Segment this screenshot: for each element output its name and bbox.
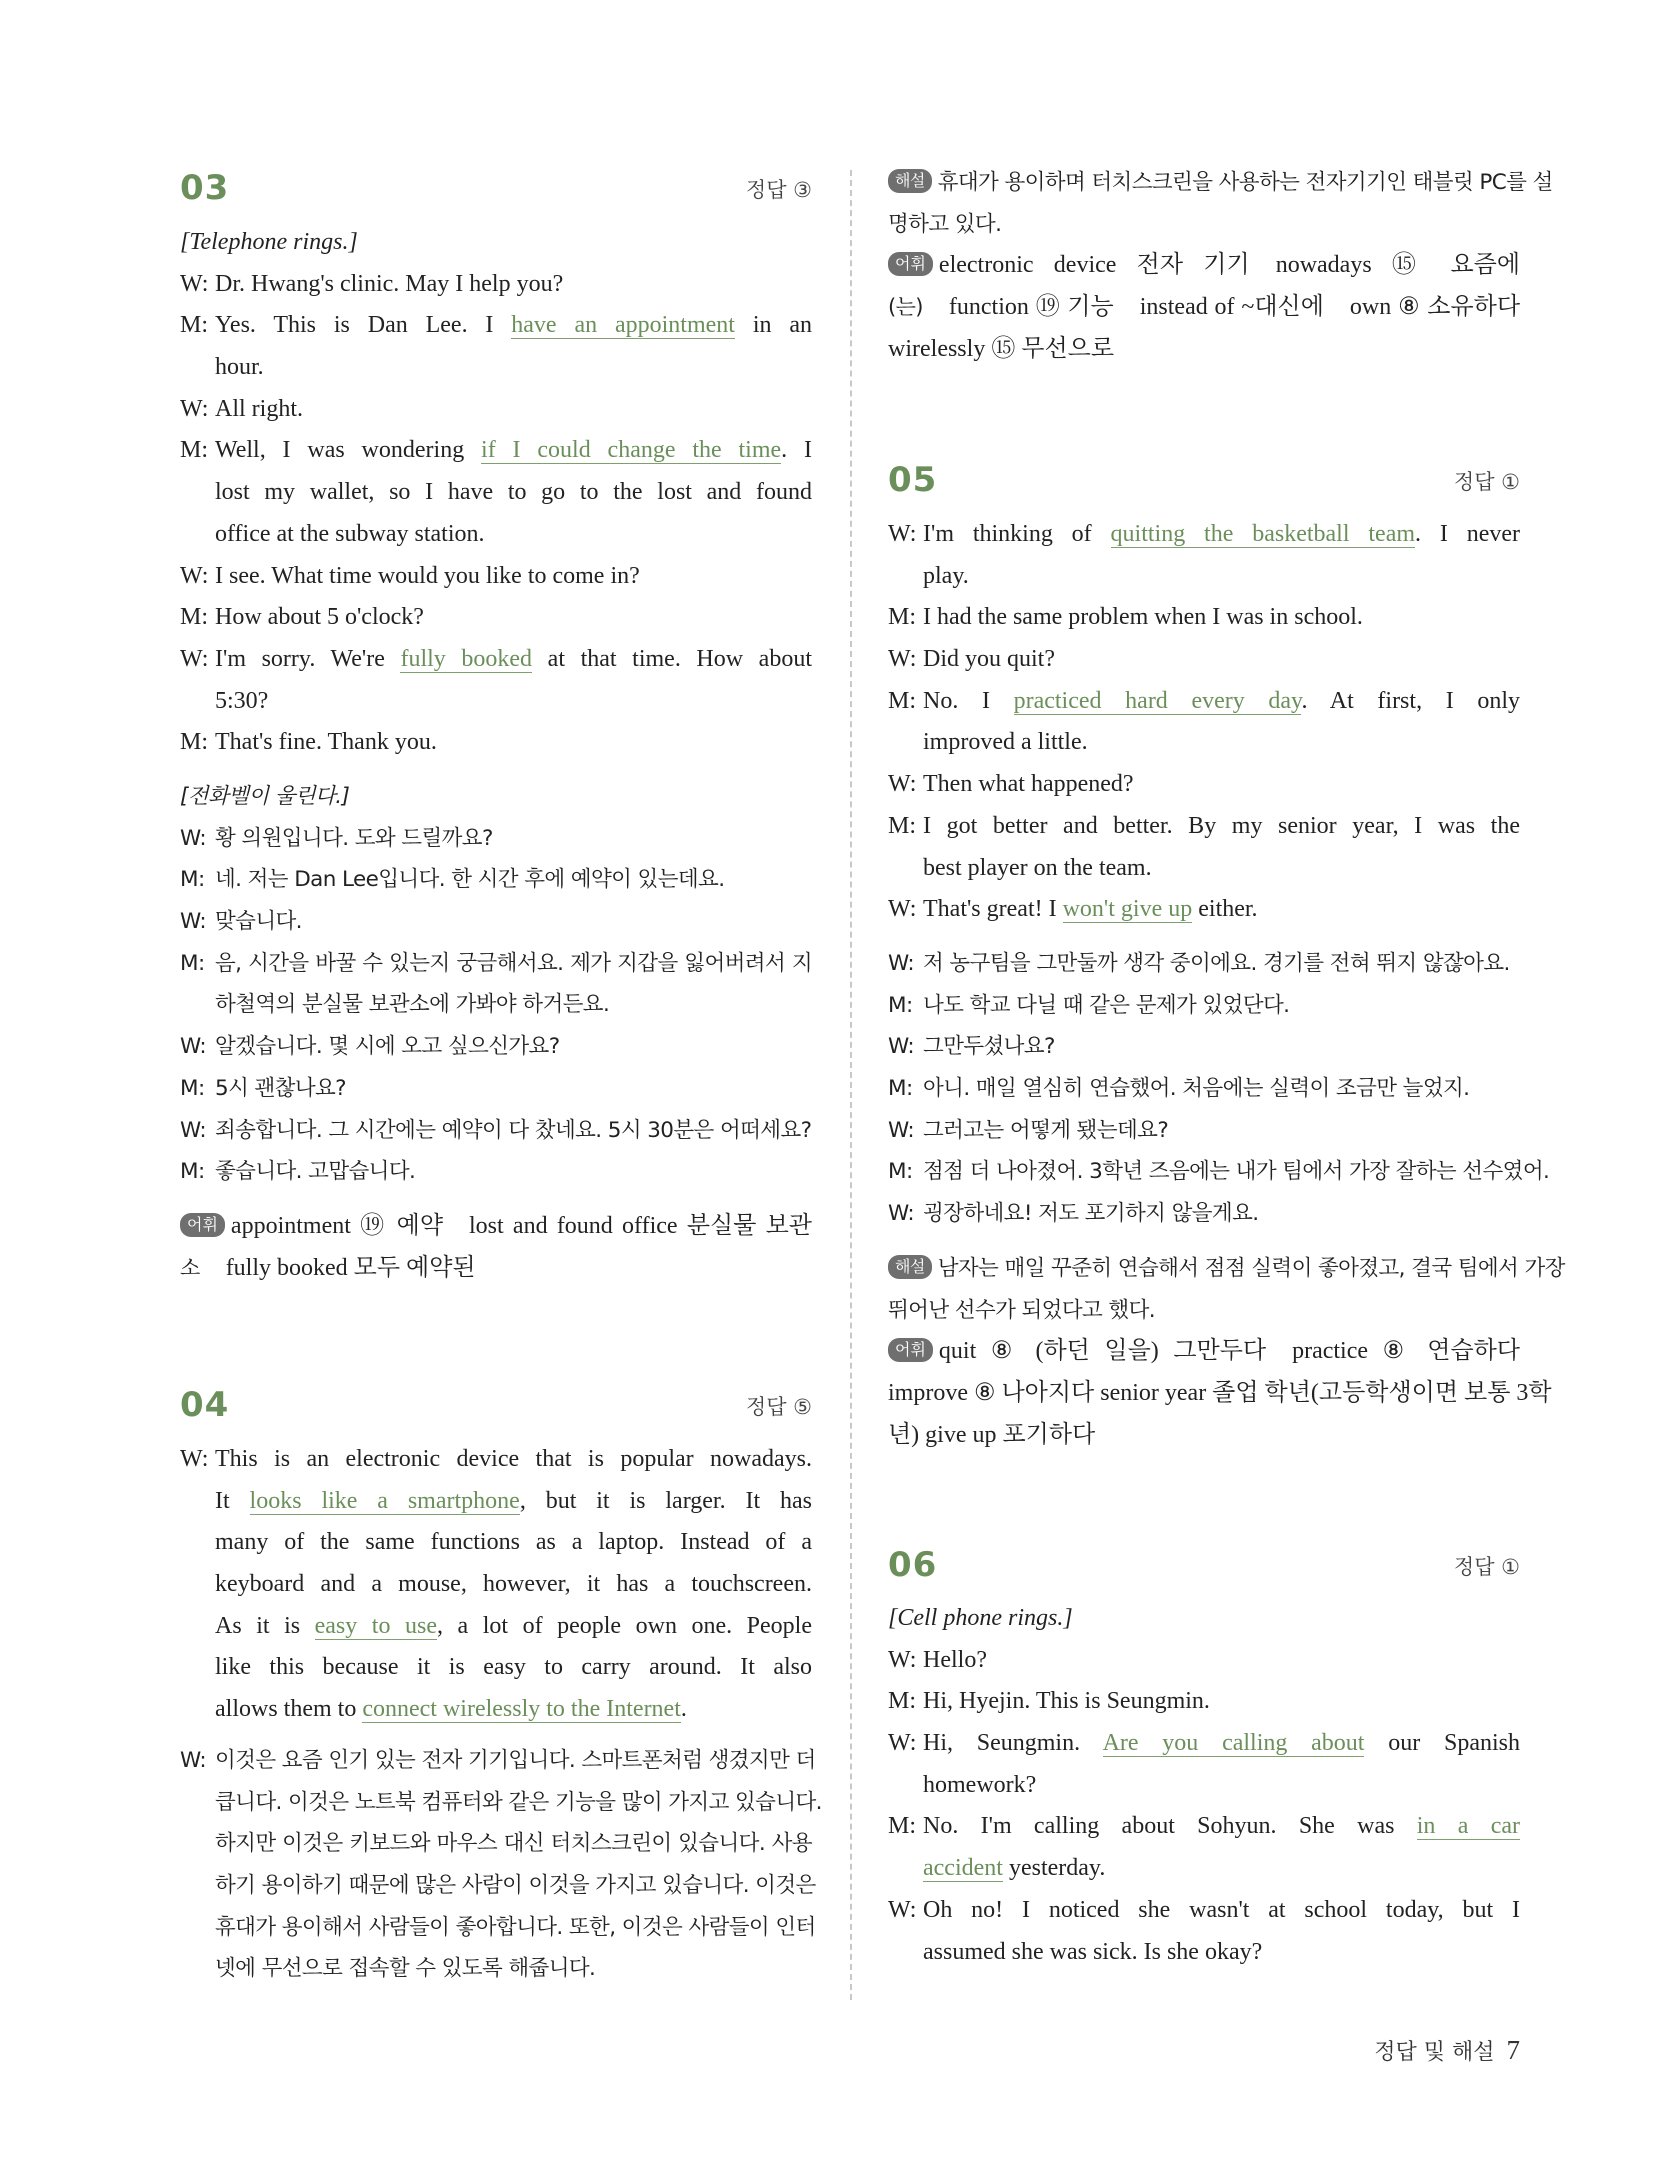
dialogue-cont: allows them to connect wirelessly to the Internet.	[215, 1696, 687, 1723]
answer-label: 정답 ①	[1453, 470, 1520, 494]
dialogue-line: W: Did you quit?	[888, 646, 1055, 673]
translation-cont: 휴대가 용이해서 사람들이 좋아합니다. 또한, 이것은 사람들이 인터	[215, 1914, 816, 1940]
answer-blank: fully booked	[400, 645, 533, 672]
dialogue-line: M: No. I'm calling about Sohyun. She was in a car	[888, 1813, 1520, 1840]
dialogue-cont: lost my wallet, so I have to go to the lost and found	[215, 479, 812, 506]
translation-cont: 넷에 무선으로 접속할 수 있도록 해줍니다.	[215, 1956, 596, 1982]
q04-english-monologue	[180, 1439, 812, 1731]
translation-line: W: 그만두셨나요?	[888, 1034, 1055, 1060]
vocab-line: 어휘 appointment ⑲ 예약 lost and found office 분실물 보관	[180, 1206, 812, 1248]
page-footer	[1350, 2035, 1520, 2066]
dialogue-line: W: Hi, Seungmin. Are you calling about our Spanish	[888, 1730, 1521, 1757]
dialogue-line: W: Oh no! I noticed she wasn't at school today, but I	[888, 1896, 1520, 1923]
translation-line: W: 죄송합니다. 그 시간에는 예약이 다 찼네요. 5시 30분은 어떠세요?	[180, 1117, 812, 1143]
translation-line: W: 저 농구팀을 그만둘까 생각 중이에요. 경기를 전혀 뛰지 않잖아요.	[888, 951, 1510, 976]
question-03-header	[180, 168, 812, 218]
answer-blank: in a car	[1416, 1813, 1520, 1840]
vocab-line: wirelessly ⑮ 무선으로	[888, 335, 1115, 362]
translation-cont: 하기 용이하기 때문에 많은 사람이 이것을 가지고 있습니다. 이것은	[215, 1873, 816, 1899]
vocab-line: 어휘 electronic device 전자 기기 nowadays ⑮ 요즘에	[888, 245, 1520, 287]
translation-line: W: 맞습니다.	[180, 909, 302, 935]
answer-label: 정답 ③	[745, 178, 812, 202]
answer-blank: Are you calling about	[1102, 1730, 1365, 1757]
q04-korean-translation	[180, 1740, 822, 1990]
dialogue-line: M: How about 5 o'clock?	[180, 604, 424, 631]
explanation-line: 명하고 있다.	[888, 211, 1002, 237]
vocab-line: (는) function ⑲ 기능 instead of ~대신에 own ⑧ 소유하다	[888, 294, 1521, 321]
vocab-line: 년) give up 포기하다	[888, 1421, 1096, 1448]
translation-cont: 큽니다. 이것은 노트북 컴퓨터와 같은 기능을 많이 가지고 있습니다.	[215, 1789, 822, 1815]
translation-cont: 하지만 이것은 키보드와 마우스 대신 터치스크린이 있습니다. 사용	[215, 1831, 812, 1857]
dialogue-line: M: That's fine. Thank you.	[180, 729, 437, 756]
dialogue-line: M: No. I practiced hard every day. At first, I only	[888, 687, 1520, 714]
dialogue-line: W: That's great! I won't give up either.	[888, 896, 1258, 923]
dialogue-line: W: Dr. Hwang's clinic. May I help you?	[180, 270, 564, 297]
dialogue-line: M: I got better and better. By my senior year, I was the	[888, 812, 1520, 839]
dialogue-line: W: Then what happened?	[888, 771, 1134, 798]
dialogue-line: W: Hello?	[888, 1646, 987, 1673]
footer-label: 정답 및 해설	[1374, 2040, 1495, 2065]
dialogue-line: M: Yes. This is Dan Lee. I have an appointment in an	[180, 312, 812, 339]
q05-english-dialogue	[888, 514, 1520, 931]
dialogue-cont: many of the same functions as a laptop. Instead of a	[215, 1529, 812, 1556]
translation-line: M: 5시 괜찮나요?	[180, 1075, 346, 1101]
translation-line: W: 굉장하네요! 저도 포기하지 않을게요.	[888, 1201, 1259, 1227]
column-divider	[850, 170, 852, 2000]
translation-cont: 하철역의 분실물 보관소에 가봐야 하거든요.	[215, 992, 610, 1018]
translation-line: M: 좋습니다. 고맙습니다.	[180, 1159, 416, 1185]
q05-explanation	[888, 1248, 1565, 1456]
dialogue-line: W: This is an electronic device that is popular nowadays.	[180, 1446, 812, 1472]
dialogue-line: W: I see. What time would you like to come in?	[180, 562, 640, 589]
translation-line: M: 음, 시간을 바꿀 수 있는지 궁금해서요. 제가 지갑을 잃어버려서 지	[180, 950, 812, 976]
vocab-line: 어휘 quit ⑧ (하던 일을) 그만두다 practice ⑧ 연습하다	[888, 1331, 1520, 1373]
answer-blank: accident	[923, 1855, 1003, 1882]
explanation-tag: 해설	[888, 169, 932, 193]
stage-direction: [전화벨이 울린다.]	[180, 784, 350, 809]
stage-direction: [Cell phone rings.]	[888, 1605, 1073, 1631]
dialogue-cont: homework?	[923, 1771, 1037, 1798]
question-05-header	[888, 460, 1520, 510]
page-number: 7	[1506, 2035, 1520, 2065]
vocab-tag: 어휘	[888, 252, 933, 276]
explanation-line: 해설 남자는 매일 꾸준히 연습해서 점점 실력이 좋아졌고, 결국 팀에서 가장	[888, 1248, 1520, 1290]
dialogue-cont: play.	[923, 562, 969, 589]
dialogue-cont: office at the subway station.	[215, 520, 485, 547]
translation-line: W: 이것은 요즘 인기 있는 전자 기기입니다. 스마트폰처럼 생겼지만 더	[180, 1748, 816, 1773]
explanation-tag: 해설	[888, 1255, 932, 1279]
question-06-header	[888, 1545, 1520, 1595]
translation-line: M: 점점 더 나아졌어. 3학년 즈음에는 내가 팀에서 가장 잘하는 선수였어.	[888, 1159, 1550, 1185]
vocab-tag: 어휘	[888, 1338, 933, 1362]
translation-line: W: 황 의원입니다. 도와 드릴까요?	[180, 825, 493, 851]
vocab-line: 소 fully booked 모두 예약된	[180, 1254, 476, 1281]
question-number: 03	[180, 168, 230, 208]
answer-blank: easy to use	[314, 1612, 437, 1639]
dialogue-cont: best player on the team.	[923, 854, 1152, 881]
translation-line: W: 그러고는 어떻게 됐는데요?	[888, 1117, 1169, 1143]
question-04-header	[180, 1385, 812, 1435]
answer-blank: won't give up	[1062, 896, 1193, 923]
question-number: 04	[180, 1385, 230, 1425]
translation-line: W: 알겠습니다. 몇 시에 오고 싶으신가요?	[180, 1034, 560, 1060]
answer-blank: quitting the basketball team	[1110, 521, 1416, 547]
answer-blank: if I could change the time	[481, 437, 782, 464]
q03-english-dialogue	[180, 222, 812, 764]
translation-line: M: 네. 저는 Dan Lee입니다. 한 시간 후에 예약이 있는데요.	[180, 867, 725, 893]
question-number: 05	[888, 460, 938, 500]
dialogue-line: M: Hi, Hyejin. This is Seungmin.	[888, 1688, 1210, 1715]
question-number: 06	[888, 1545, 938, 1585]
dialogue-line: W: I'm sorry. We're fully booked at that time. How about	[180, 645, 813, 672]
dialogue-line: M: Well, I was wondering if I could change the time. I	[180, 437, 812, 464]
vocab-tag: 어휘	[180, 1213, 225, 1237]
dialogue-cont: accident yesterday.	[923, 1855, 1106, 1882]
dialogue-line: W: I'm thinking of quitting the basketball team. I never	[888, 521, 1520, 547]
answer-blank: practiced hard every day	[1013, 687, 1302, 714]
dialogue-line: W: All right.	[180, 395, 303, 422]
dialogue-cont: As it is easy to use, a lot of people own one. People	[215, 1612, 812, 1639]
answer-blank: have an appointment	[511, 312, 735, 339]
dialogue-cont: like this because it is easy to carry around. It also	[215, 1654, 812, 1681]
dialogue-cont: It looks like a smartphone, but it is larger. It has	[215, 1487, 812, 1514]
answer-blank: looks like a smartphone	[249, 1487, 520, 1514]
dialogue-cont: improved a little.	[923, 729, 1088, 756]
q03-korean-translation	[180, 776, 812, 1193]
q06-english-dialogue	[888, 1598, 1520, 1973]
answer-label: 정답 ①	[1453, 1555, 1520, 1579]
explanation-line: 뛰어난 선수가 되었다고 했다.	[888, 1297, 1155, 1323]
q03-vocabulary	[180, 1206, 812, 1289]
dialogue-cont: assumed she was sick. Is she okay?	[923, 1938, 1263, 1965]
stage-direction: [Telephone rings.]	[180, 229, 358, 255]
translation-line: M: 나도 학교 다닐 때 같은 문제가 있었단다.	[888, 992, 1290, 1018]
answer-label: 정답 ⑤	[745, 1395, 812, 1419]
dialogue-cont: keyboard and a mouse, however, it has a touchscreen.	[215, 1571, 812, 1598]
vocab-line: improve ⑧ 나아지다 senior year 졸업 학년(고등학생이면 보통 3학	[888, 1380, 1552, 1407]
dialogue-cont: 5:30?	[215, 687, 269, 714]
dialogue-cont: hour.	[215, 354, 264, 381]
explanation-line: 해설 휴대가 용이하며 터치스크린을 사용하는 전자기기인 태블릿 PC를 설	[888, 162, 1520, 204]
q04-explanation	[888, 162, 1553, 370]
answer-blank: connect wirelessly to the Internet	[362, 1696, 681, 1723]
q05-korean-translation	[888, 943, 1550, 1235]
translation-line: M: 아니. 매일 열심히 연습했어. 처음에는 실력이 조금만 늘었지.	[888, 1076, 1470, 1102]
dialogue-line: M: I had the same problem when I was in school.	[888, 604, 1363, 631]
